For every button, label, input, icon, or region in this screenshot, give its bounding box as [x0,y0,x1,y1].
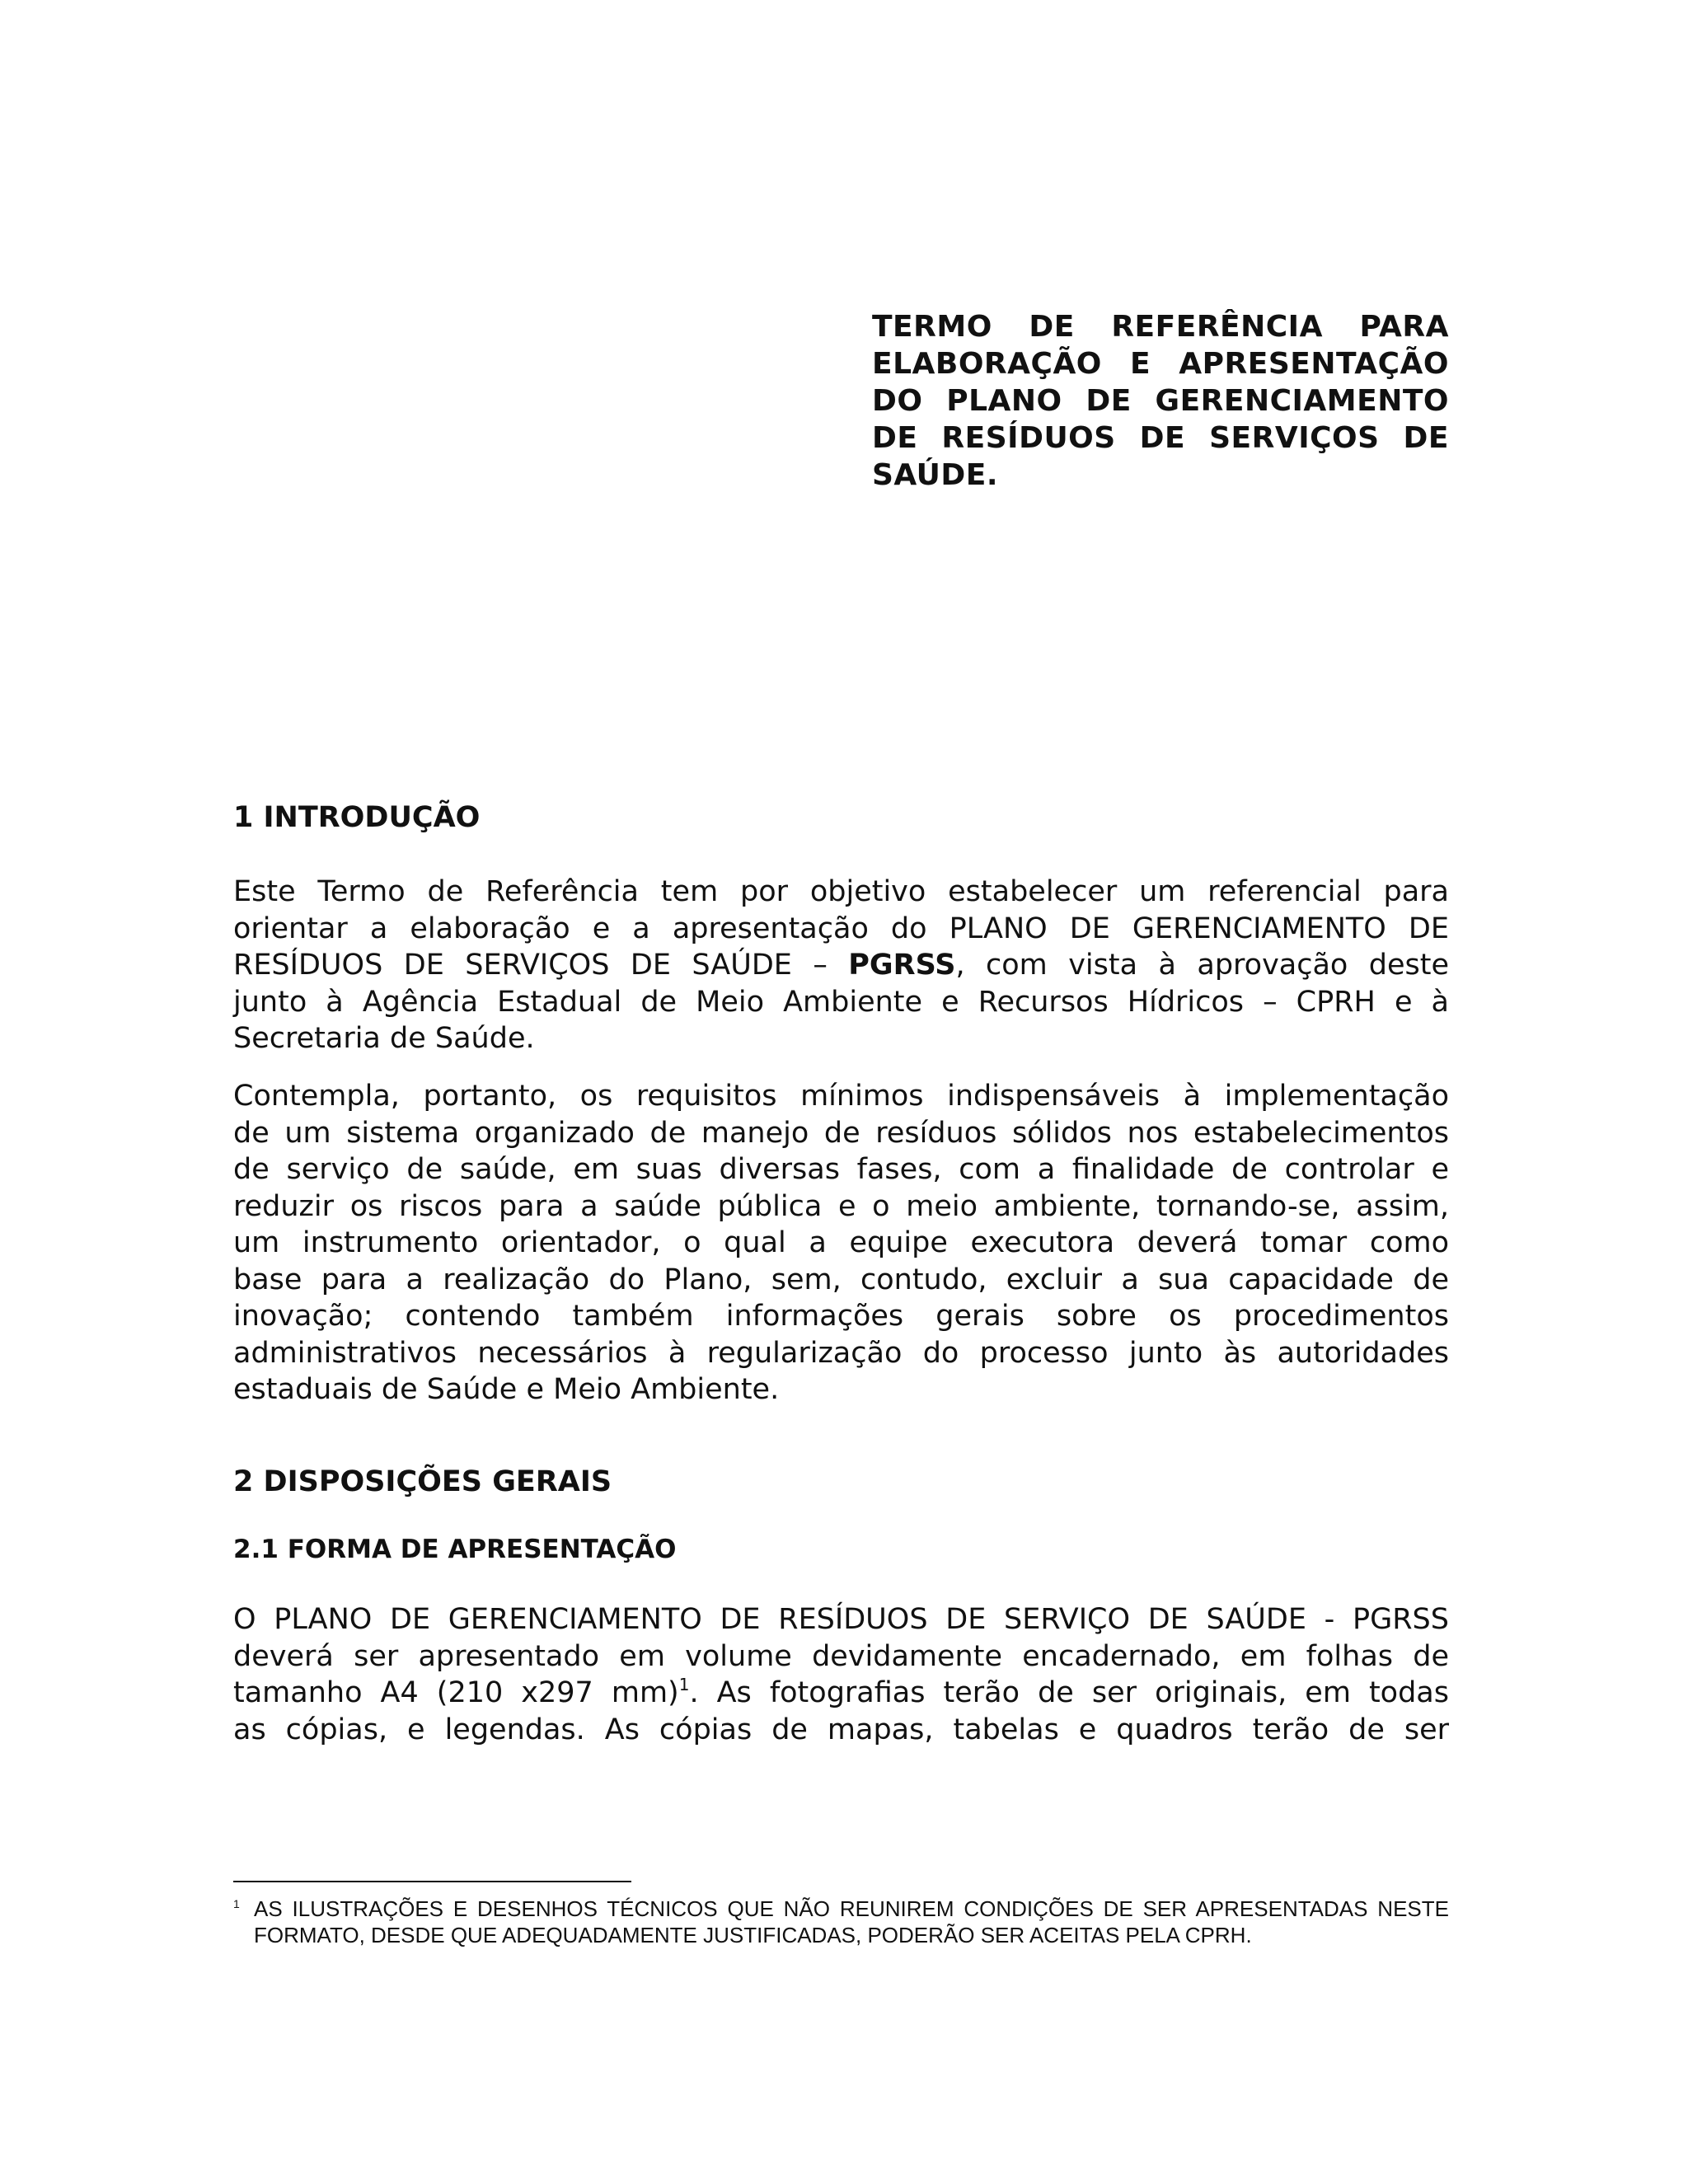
paragraph-line: O PLANO DE GERENCIAMENTO DE RESÍDUOS DE SERVIÇO DE SAÚDE - PGRSS [233,1603,1449,1636]
paragraph-line: reduzir os riscos para a saúde pública e o meio ambiente, tornando-se, assim, [233,1189,1449,1223]
intro-paragraph-1 [233,874,1449,1057]
paragraph-line: Secretaria de Saúde. [233,1022,535,1055]
paragraph-line: estaduais de Saúde e Meio Ambiente. [233,1373,780,1406]
intro-paragraph-2 [233,1078,1449,1408]
footnote [233,1896,1449,1948]
footnote-text: AS ILUSTRAÇÕES E DESENHOS TÉCNICOS QUE NÃO REUNIREM CONDIÇÕES DE SER APRESENTADAS NESTE FORMATO, DESDE QUE ADEQUADAMENTE JUSTIFICADAS, PODERÃO SER ACEITAS PELA CPRH. [254,1896,1449,1947]
section-heading-disposicoes-gerais: 2 DISPOSIÇÕES GERAIS [233,1465,612,1498]
title-line: DO PLANO DE GERENCIAMENTO [872,384,1449,418]
document-title [872,308,1449,494]
title-line: SAÚDE. [872,458,999,492]
text-run: . As fotografias terão de ser originais, em todas [689,1676,1449,1709]
text-run: , com vista à aprovação deste [955,949,1450,982]
text-run: RESÍDUOS DE SERVIÇOS DE SAÚDE – [233,949,849,982]
footnote-number: 1 [233,1897,240,1910]
paragraph-line [233,947,1449,984]
paragraph-line: de um sistema organizado de manejo de resíduos sólidos nos estabelecimentos [233,1116,1449,1150]
paragraph-line: base para a realização do Plano, sem, contudo, excluir a sua capacidade de [233,1263,1449,1296]
paragraph-line: administrativos necessários à regularização do processo junto às autoridades [233,1336,1449,1370]
paragraph-line: de serviço de saúde, em suas diversas fases, com a finalidade de controlar e [233,1153,1449,1186]
text-run: tamanho A4 (210 x297 mm) [233,1676,679,1709]
paragraph-line: as cópias, e legendas. As cópias de mapas, tabelas e quadros terão de ser [233,1713,1449,1746]
paragraph-line: junto à Agência Estadual de Meio Ambiente e Recursos Hídricos – CPRH e à [233,985,1449,1019]
paragraph-line: um instrumento orientador, o qual a equipe executora deverá tomar como [233,1226,1449,1259]
title-line: ELABORAÇÃO E APRESENTAÇÃO [872,347,1449,381]
paragraph-line: Contempla, portanto, os requisitos mínimos indispensáveis à implementação [233,1080,1449,1113]
subsection-heading-forma-apresentacao: 2.1 FORMA DE APRESENTAÇÃO [233,1535,677,1564]
pgrss-acronym: PGRSS [848,949,956,982]
paragraph-line: deverá ser apresentado em volume devidamente encadernado, em folhas de [233,1639,1449,1673]
footnote-reference[interactable]: 1 [678,1675,690,1694]
section-heading-introducao: 1 INTRODUÇÃO [233,801,481,834]
paragraph-line: inovação; contendo também informações gerais sobre os procedimentos [233,1300,1449,1333]
title-line: DE RESÍDUOS DE SERVIÇOS DE [872,421,1449,455]
presentation-paragraph [233,1601,1449,1748]
paragraph-line: orientar a elaboração e a apresentação do PLANO DE GERENCIAMENTO DE [233,912,1449,945]
footnote-separator [233,1881,631,1882]
paragraph-line [233,1675,1449,1712]
paragraph-line: Este Termo de Referência tem por objetivo estabelecer um referencial para [233,875,1449,908]
title-line: TERMO DE REFERÊNCIA PARA [872,310,1449,344]
